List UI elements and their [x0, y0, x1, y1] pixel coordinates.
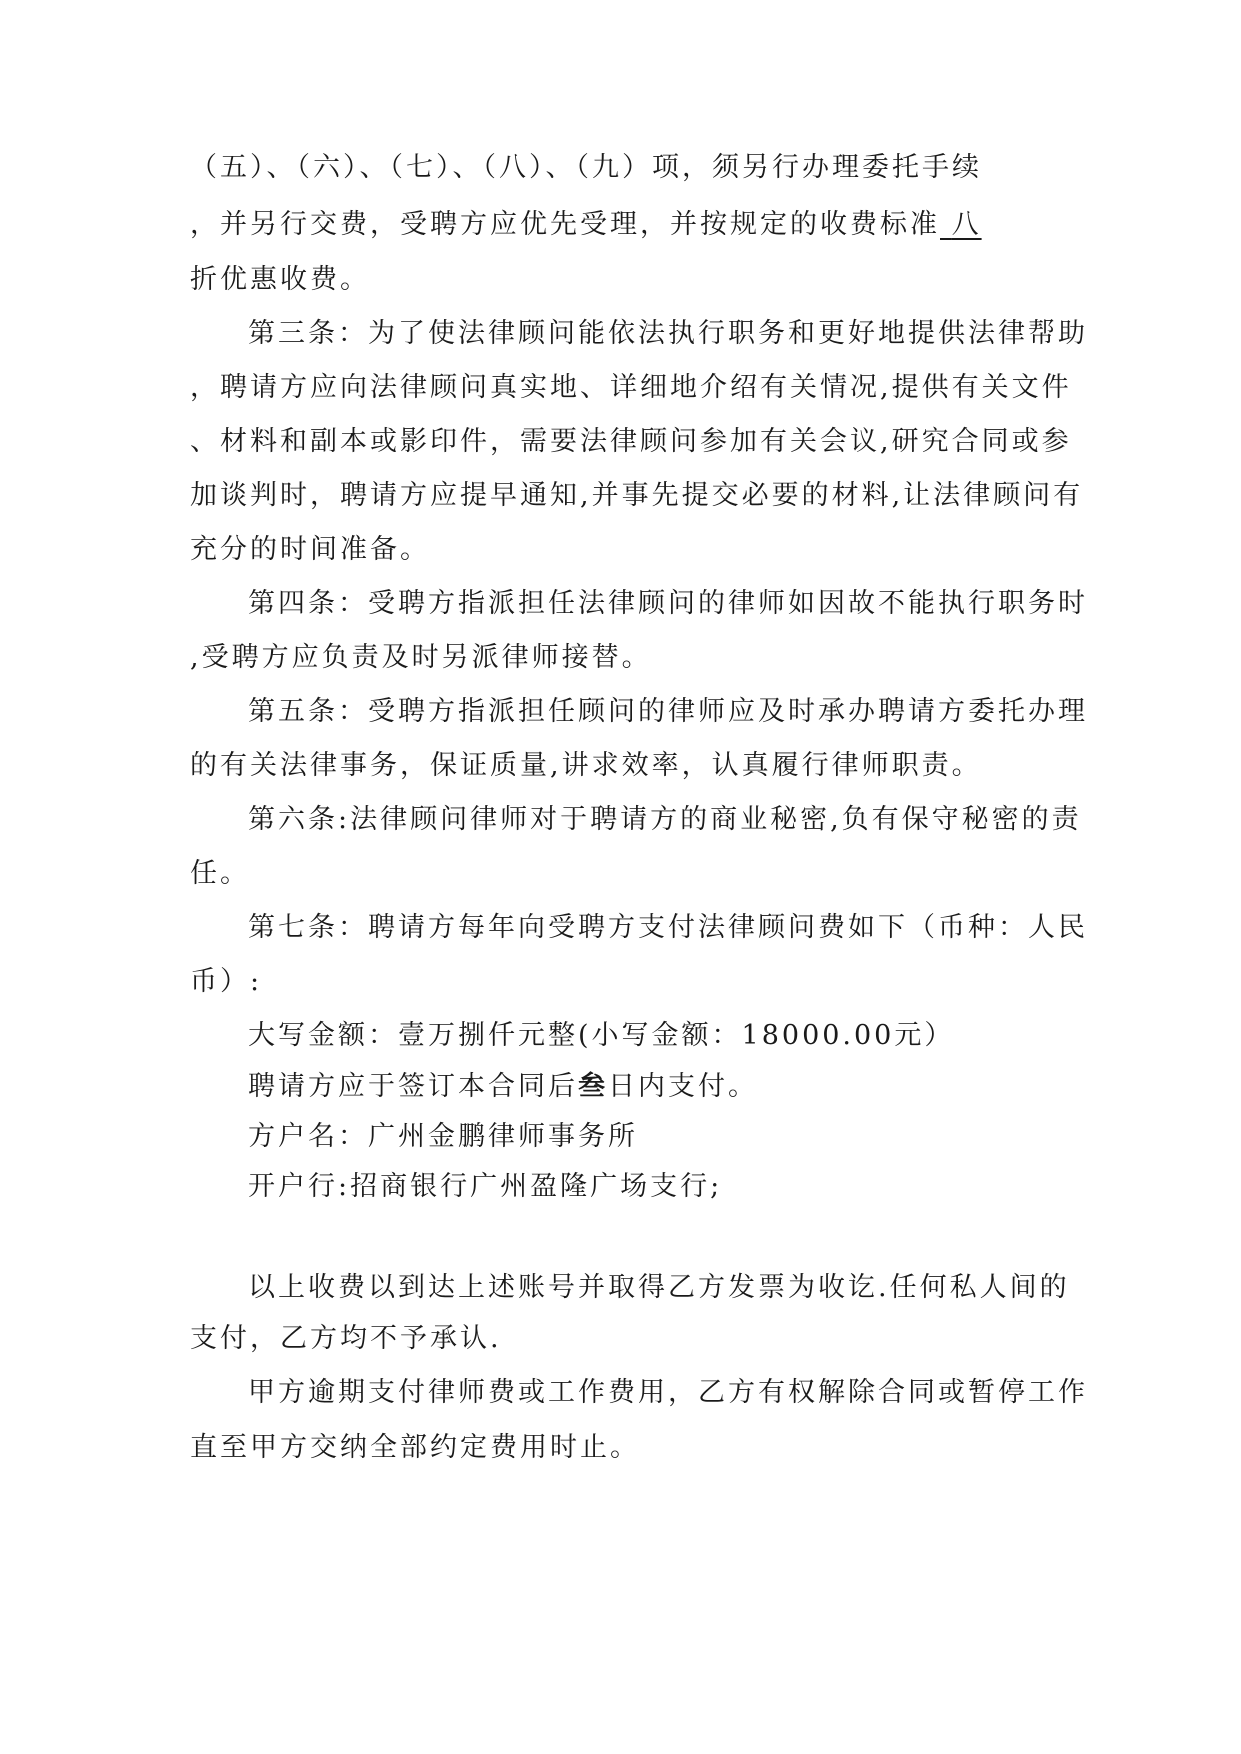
overdue-line-1: 甲方逾期支付律师费或工作费用，乙方有权解除合同或暂停工作 [248, 1377, 1088, 1408]
clause3-line-1: 第三条：为了使法律顾问能依法执行职务和更好地提供法律帮助 [248, 318, 1088, 349]
clause7-line-1: 第七条：聘请方每年向受聘方支付法律顾问费如下（币种：人民 [248, 912, 1088, 943]
clause5-line-2: 的有关法律事务，保证质量,讲求效率，认真履行律师职责。 [190, 750, 982, 781]
clause2-line-2-text: ，并另行交费，受聘方应优先受理，并按规定的收费标准 [190, 209, 940, 240]
payment-days: 叁 [578, 1071, 608, 1102]
clause2-line-1: （五）、（六）、（七）、（八）、（九）项，须另行办理委托手续 [190, 152, 982, 183]
clause4-line-2: ,受聘方应负责及时另派律师接替。 [190, 642, 652, 673]
overdue-line-2: 直至甲方交纳全部约定费用时止。 [190, 1432, 640, 1463]
clause4-line-1: 第四条：受聘方指派担任法律顾问的律师如因故不能执行职务时 [248, 588, 1088, 619]
bank-line: 开户行:招商银行广州盈隆广场支行; [248, 1171, 723, 1202]
clause3-line-4: 加谈判时，聘请方应提早通知,并事先提交必要的材料,让法律顾问有 [190, 480, 1084, 511]
clause7-line-2: 币）: [190, 966, 263, 997]
clause3-line-3: 、材料和副本或影印件，需要法律顾问参加有关会议,研究合同或参 [190, 426, 1072, 457]
clause5-line-1: 第五条：受聘方指派担任顾问的律师应及时承办聘请方委托办理 [248, 696, 1088, 727]
payment-suffix: 日内支付。 [608, 1071, 758, 1102]
clause2-line-2 [190, 207, 982, 243]
payment-prefix: 聘请方应于签订本合同后 [248, 1071, 578, 1102]
clause3-line-5: 充分的时间准备。 [190, 534, 430, 565]
receipt-line-2: 支付，乙方均不予承认. [190, 1323, 502, 1354]
clause6-line-2: 任。 [190, 858, 250, 889]
clause2-line-3: 折优惠收费。 [190, 264, 370, 295]
amount-line: 大写金额：壹万捌仟元整(小写金额：18000.00元） [248, 1020, 955, 1051]
payment-line [248, 1069, 758, 1105]
account-name-line: 方户名：广州金鹏律师事务所 [248, 1121, 638, 1152]
receipt-line-1: 以上收费以到达上述账号并取得乙方发票为收讫.任何私人间的 [248, 1272, 1070, 1303]
clause6-line-1: 第六条:法律顾问律师对于聘请方的商业秘密,负有保守秘密的责 [248, 804, 1082, 835]
clause3-line-2: ，聘请方应向法律顾问真实地、详细地介绍有关情况,提供有关文件 [190, 372, 1072, 403]
discount-value: 八 [951, 209, 982, 240]
